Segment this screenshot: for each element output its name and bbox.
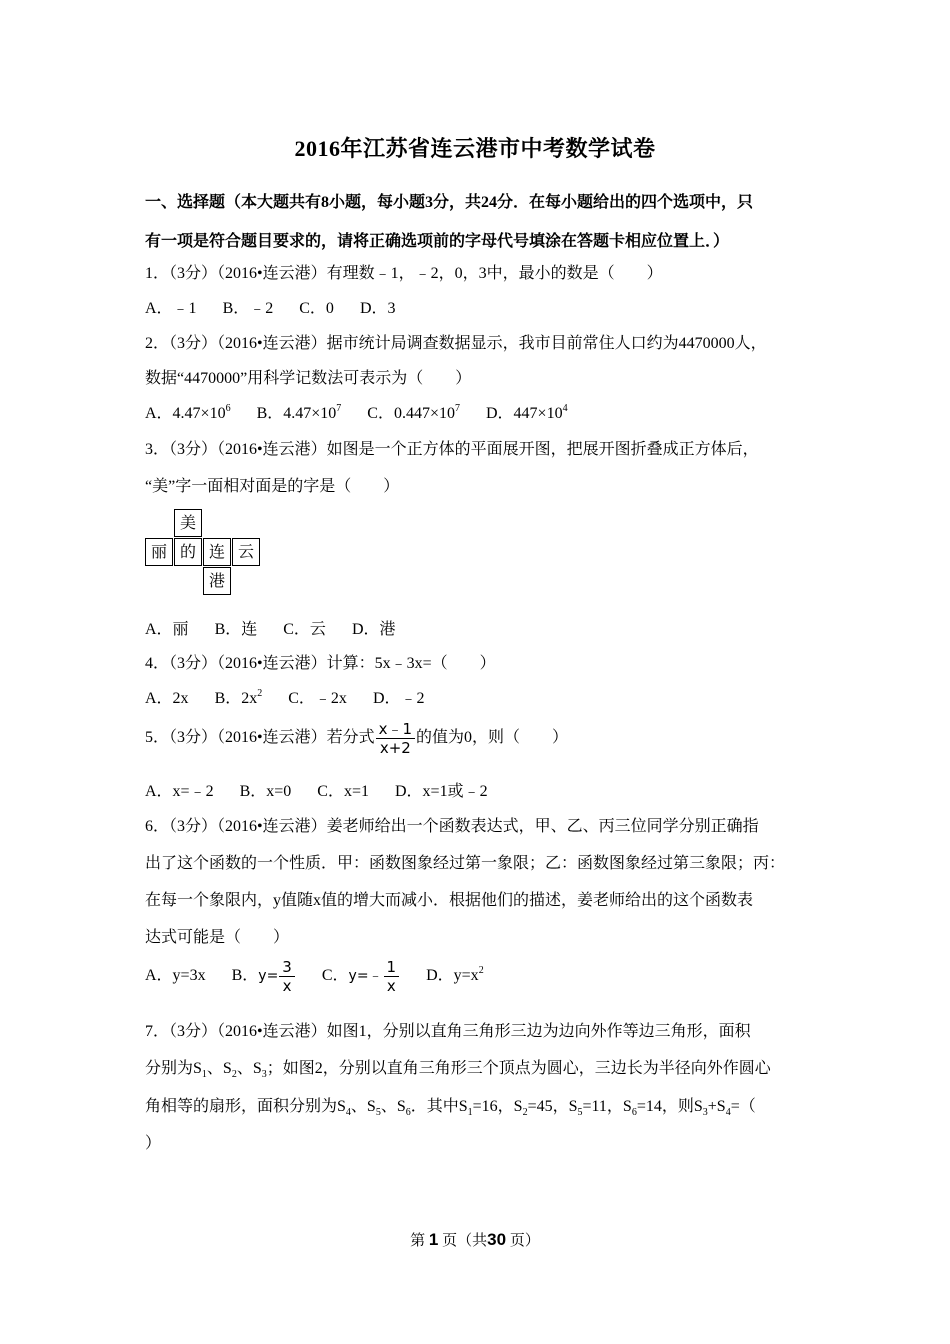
question-7-line-4: ） bbox=[145, 1135, 162, 1152]
option-d: D．x=1或﹣2 bbox=[395, 783, 488, 800]
option-b: B．$2x^2$ bbox=[214, 688, 263, 707]
section-heading-line-2: 有一项是符合题目要求的，请将正确选项前的字母代号填涂在答题卡相应位置上．） bbox=[145, 233, 730, 250]
cube-net-figure bbox=[145, 508, 265, 598]
question-5-options bbox=[145, 778, 510, 801]
net-cell-top: 美 bbox=[174, 509, 202, 537]
option-b: B．y= $\frac{3}{x}$ bbox=[232, 967, 296, 984]
section-heading-line-1: 一、选择题（本大题共有8小题，每小题3分，共24分．在每小题给出的四个选项中，只 bbox=[145, 194, 754, 211]
option-b: B．$4.47\times 10^7$ bbox=[256, 403, 342, 422]
question-6-line-3: 在每一个象限内，y值随x值的增大而减小．根据他们的描述，姜老师给出的这个函数表 bbox=[145, 892, 754, 909]
option-c: C．﹣2x bbox=[288, 690, 347, 707]
option-c: C．云 bbox=[283, 621, 326, 638]
fraction: $\frac{x﹣1}{x+2}$ bbox=[376, 720, 415, 757]
option-d: D．﹣2 bbox=[372, 690, 425, 707]
question-1-stem: 1．（3分）（2016•连云港）有理数﹣1，﹣2，0，3中，最小的数是（ ） bbox=[145, 265, 663, 282]
question-5-stem: 5．（3分）（2016•连云港）若分式 $\frac{x﹣1}{x+2}$ 的值为0，则（ ） bbox=[145, 720, 569, 757]
page-total: 30 bbox=[487, 1230, 507, 1249]
question-6-line-2: 出了这个函数的一个性质．甲：函数图象经过第一象限；乙：函数图象经过第三象限；丙： bbox=[145, 855, 786, 872]
option-c: C．x=1 bbox=[317, 783, 369, 800]
option-b: B．连 bbox=[214, 621, 258, 638]
question-6-line-4: 达式可能是（ ） bbox=[145, 929, 290, 946]
question-7-line-2: 分别为$S_1$、$S_2$、$S_3$；如图2，分别以直角三角形三个顶点为圆心，三边长为半径向外作圆心 bbox=[145, 1060, 771, 1080]
fraction: $\frac{3}{x}$ bbox=[279, 958, 295, 995]
option-a: A．﹣1 bbox=[145, 300, 197, 317]
option-c: C．y=﹣ $\frac{1}{x}$ bbox=[322, 967, 400, 984]
option-c: C．$0.447\times 10^7$ bbox=[367, 403, 460, 422]
question-3-stem-line-2: “美”字一面相对面是的字是（ ） bbox=[145, 478, 400, 495]
option-d: D．港 bbox=[351, 621, 396, 638]
option-b: B．x=0 bbox=[239, 783, 292, 800]
question-4-stem: 4．（3分）（2016•连云港）计算：5x﹣3x=（ ） bbox=[145, 655, 496, 672]
option-a: A．$4.47\times 10^6$ bbox=[145, 403, 231, 422]
question-3-stem-line-1: 3．（3分）（2016•连云港）如图是一个正方体的平面展开图，把展开图折叠成正方体后， bbox=[145, 441, 759, 458]
question-1-options bbox=[145, 295, 418, 318]
option-a: A．2x bbox=[145, 690, 189, 707]
page-footer: 第 1 页（共30 页） bbox=[410, 1230, 540, 1249]
option-b: B．﹣2 bbox=[222, 300, 274, 317]
question-7-line-1: 7．（3分）（2016•连云港）如图1，分别以直角三角形三边为边向外作等边三角形，面积 bbox=[145, 1023, 751, 1040]
question-7-line-3: 角相等的扇形，面积分别为$S_4$、$S_5$、$S_6$．其中$S_1=16$，$S_2=45$，$S_5=11$，$S_6=14$，则$S_3+S_4=$（ bbox=[145, 1098, 756, 1118]
question-6-line-1: 6．（3分）（2016•连云港）姜老师给出一个函数表达式，甲、乙、丙三位同学分别正确指 bbox=[145, 818, 759, 835]
option-a: A．y=3x bbox=[145, 967, 206, 985]
net-cell-left: 丽 bbox=[145, 538, 173, 566]
option-a: A．丽 bbox=[145, 621, 189, 638]
question-2-options bbox=[145, 400, 590, 423]
net-cell-right-2: 云 bbox=[232, 538, 260, 566]
net-cell-right-1: 连 bbox=[203, 538, 231, 566]
option-d: D．3 bbox=[359, 300, 396, 317]
question-2-stem-line-2: 数据“4470000”用科学记数法可表示为（ ） bbox=[145, 370, 472, 387]
question-3-options bbox=[145, 616, 418, 639]
page-number: 1 bbox=[428, 1230, 439, 1249]
page-title: 2016年江苏省连云港市中考数学试卷 bbox=[294, 136, 656, 161]
net-cell-middle: 的 bbox=[174, 538, 202, 566]
option-a: A．x=﹣2 bbox=[145, 783, 214, 800]
net-cell-bottom: 港 bbox=[203, 567, 231, 595]
fraction: $\frac{1}{x}$ bbox=[384, 958, 400, 995]
option-c: C．0 bbox=[299, 300, 334, 317]
question-2-stem-line-1: 2．（3分）（2016•连云港）据市统计局调查数据显示，我市目前常住人口约为4470000人， bbox=[145, 335, 767, 352]
option-d: D．$447\times 10^4$ bbox=[486, 403, 568, 422]
question-6-options bbox=[145, 958, 506, 995]
question-4-options bbox=[145, 685, 447, 708]
option-d: D．$y=x^2$ bbox=[426, 965, 484, 985]
